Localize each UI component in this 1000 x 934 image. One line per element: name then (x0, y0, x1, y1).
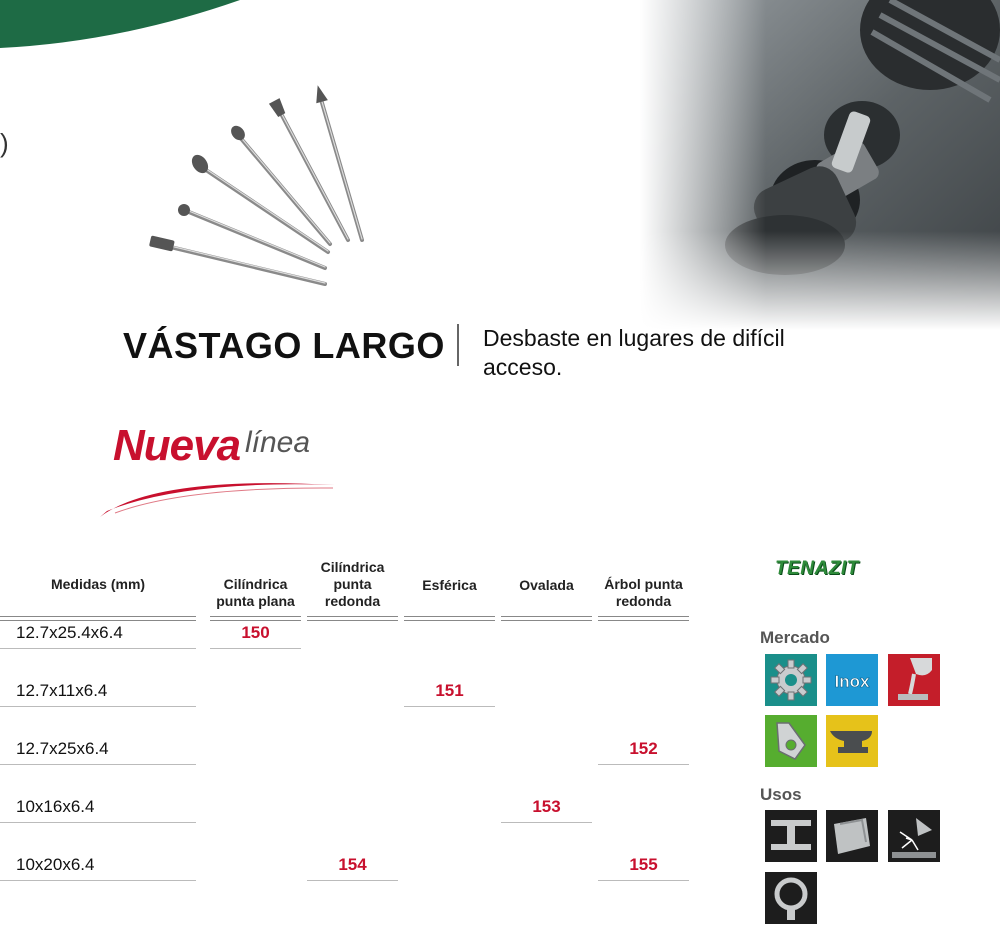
code-rule (598, 880, 689, 881)
pour-metal-icon (888, 654, 940, 706)
header-rule (404, 616, 495, 621)
red-swoosh-icon (95, 455, 340, 525)
nueva-linea-logo (95, 415, 340, 525)
product-use-photo (640, 0, 1000, 330)
header-green-band (0, 0, 260, 60)
code-rule (501, 822, 592, 823)
row-rule (0, 706, 196, 707)
size-cell: 12.7x25.4x6.4 (16, 623, 123, 642)
row-rule (0, 880, 196, 881)
code-rule (210, 648, 301, 649)
code-rule (598, 764, 689, 765)
inox-icon-text: Inox (834, 672, 870, 691)
row-rule (0, 764, 196, 765)
product-description: Desbaste en lugares de difícil acceso. (483, 325, 785, 380)
sheet-metal-icon (826, 810, 878, 862)
welding-icon (888, 810, 940, 862)
size-cell: 12.7x25x6.4 (16, 739, 109, 758)
long-shank-burrs-image (140, 80, 380, 300)
size-cell: 12.7x11x6.4 (16, 681, 108, 700)
usos-label: Usos (760, 785, 802, 804)
column-header-ovalada: Ovalada (519, 576, 574, 593)
code-rule (404, 706, 495, 707)
product-code[interactable]: 153 (532, 797, 561, 816)
gear-icon (765, 654, 817, 706)
header-rule (501, 616, 592, 621)
tenazit-brand-logo: TENAZIT (775, 558, 859, 579)
nueva-logo-strong: Nueva (113, 421, 241, 470)
product-code[interactable]: 155 (629, 855, 658, 874)
row-rule (0, 822, 196, 823)
header-rule (307, 616, 398, 621)
beam-icon (765, 810, 817, 862)
product-code[interactable]: 151 (435, 681, 464, 700)
product-code[interactable]: 150 (241, 623, 270, 642)
size-cell: 10x20x6.4 (16, 855, 95, 874)
column-header-esferica: Esférica (422, 576, 477, 593)
header-rule (210, 616, 301, 621)
mercado-label: Mercado (760, 628, 830, 647)
code-rule (307, 880, 398, 881)
product-code[interactable]: 154 (338, 855, 367, 874)
nueva-logo-light: línea (245, 426, 311, 459)
product-code[interactable]: 152 (629, 739, 658, 758)
column-header-cilindrica-plana: Cilíndrica punta plana (216, 576, 295, 609)
stray-paren: ) (0, 128, 9, 158)
casting-icon (765, 872, 817, 924)
green-part-icon (765, 715, 817, 767)
header-rule (598, 616, 689, 621)
column-header-sizes: Medidas (mm) (50, 575, 146, 592)
header-rule (0, 616, 196, 621)
size-cell: 10x16x6.4 (16, 797, 95, 816)
column-header-cilindrica-redonda: Cilíndrica punta redonda (320, 559, 385, 609)
row-rule (0, 648, 196, 649)
anvil-icon (826, 715, 878, 767)
column-header-arbol-redonda: Árbol punta redonda (604, 576, 683, 609)
inox-icon (826, 654, 878, 706)
title-divider (457, 324, 459, 366)
product-title: VÁSTAGO LARGO (123, 325, 445, 366)
